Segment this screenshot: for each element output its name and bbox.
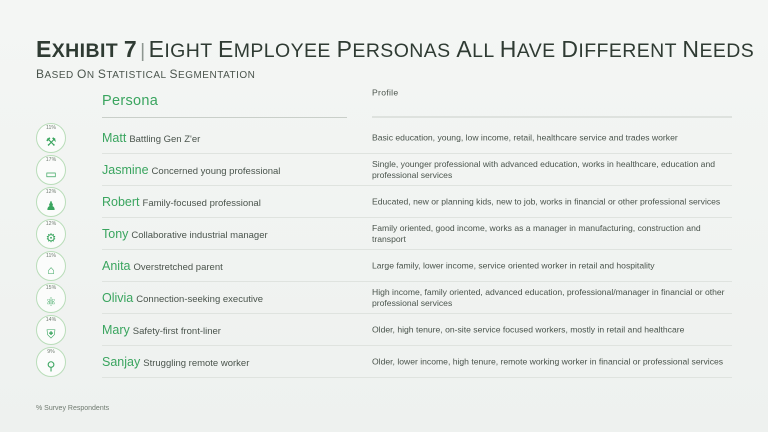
persona-profile: High income, family oriented, advanced education, professional/manager in financial or other professional services — [372, 287, 725, 308]
persona-name — [102, 289, 263, 307]
badge-percent: 11% — [46, 125, 56, 131]
badge-percent: 12% — [45, 221, 57, 227]
badge-glyph: ▭ — [45, 167, 57, 181]
persona-descriptor: Connection-seeking executive — [136, 294, 264, 305]
persona-descriptor: Struggling remote worker — [143, 358, 250, 369]
badge-glyph: ⛨ — [46, 327, 56, 341]
badge-percent: 11% — [46, 253, 56, 259]
persona-profile: Single, younger professional with advanced education, works in healthcare, education and professional services — [372, 159, 716, 180]
page-title — [36, 36, 755, 63]
persona-name — [102, 353, 249, 371]
persona-profile: Older, lower income, high tenure, remote working worker in financial or professional services — [372, 356, 724, 367]
persona-first-name: Matt — [102, 131, 127, 145]
factory-icon — [36, 219, 66, 249]
persona-name — [102, 225, 268, 243]
persona-name — [102, 161, 280, 179]
table-row — [0, 186, 768, 218]
page-subtitle: BASED ON STATISTICAL SEGMENTATION — [36, 67, 256, 81]
column-rule-persona — [102, 117, 347, 118]
persona-first-name: Olivia — [102, 291, 134, 305]
persona-name — [102, 257, 223, 275]
badge-percent: 12% — [45, 189, 57, 195]
persona-first-name: Sanjay — [102, 355, 141, 369]
persona-descriptor: Safety-first front-liner — [132, 326, 221, 337]
footnote: % Survey Respondents — [36, 405, 110, 412]
persona-profile: Older, high tenure, on-site service focused workers, mostly in retail and healthcare — [372, 324, 685, 335]
title-text: EIGHT EMPLOYEE PERSONAS ALL HAVE DIFFERENT NEEDS — [148, 36, 755, 62]
network-icon — [36, 283, 66, 313]
row-divider — [102, 377, 732, 378]
badge-glyph: ⚲ — [46, 359, 56, 373]
persona-first-name: Jasmine — [102, 163, 149, 177]
persona-descriptor: Concerned young professional — [151, 166, 281, 177]
remote-worker-icon — [36, 347, 66, 377]
badge-percent: 9% — [47, 349, 55, 355]
table-row — [0, 314, 768, 346]
title-divider: | — [140, 40, 146, 62]
persona-profile: Educated, new or planning kids, new to job, works in financial or other professional services — [372, 196, 721, 207]
badge-percent: 15% — [45, 285, 57, 291]
persona-descriptor: Battling Gen Z'er — [129, 134, 201, 145]
shield-icon — [36, 315, 66, 345]
table-row — [0, 346, 768, 378]
persona-list — [0, 122, 768, 378]
title-exhibit-label: EXHIBIT 7 — [36, 36, 138, 62]
persona-descriptor: Family-focused professional — [142, 198, 261, 209]
laptop-icon — [36, 155, 66, 185]
table-row — [0, 282, 768, 314]
persona-profile: Family oriented, good income, works as a manager in manufacturing, construction and transport — [372, 223, 701, 244]
house-icon — [36, 251, 66, 281]
table-row — [0, 122, 768, 154]
table-row — [0, 250, 768, 282]
column-header-persona: Persona — [102, 93, 159, 109]
badge-glyph: ⚛ — [45, 295, 57, 309]
slide-header — [36, 36, 755, 81]
badge-glyph: ⌂ — [47, 263, 55, 277]
badge-glyph: ⚒ — [45, 135, 57, 149]
column-header-profile: Profile — [372, 87, 399, 98]
persona-descriptor: Collaborative industrial manager — [131, 230, 268, 241]
persona-first-name: Tony — [102, 227, 129, 241]
persona-profile: Large family, lower income, service oriented worker in retail and hospitality — [372, 260, 655, 271]
persona-first-name: Robert — [102, 195, 140, 209]
badge-glyph: ♟ — [45, 199, 57, 213]
family-icon — [36, 187, 66, 217]
table-row — [0, 154, 768, 186]
persona-first-name: Mary — [102, 323, 130, 337]
badge-percent: 14% — [45, 317, 57, 323]
persona-descriptor: Overstretched parent — [133, 262, 223, 273]
badge-percent: 17% — [45, 157, 57, 163]
persona-first-name: Anita — [102, 259, 131, 273]
persona-name — [102, 193, 261, 211]
badge-glyph: ⚙ — [45, 231, 57, 245]
briefcase-icon — [36, 123, 66, 153]
table-row — [0, 218, 768, 250]
persona-name — [102, 321, 221, 339]
persona-name — [102, 129, 200, 147]
persona-profile: Basic education, young, low income, retail, healthcare service and trades worker — [372, 132, 678, 143]
column-rule-profile — [372, 117, 732, 118]
